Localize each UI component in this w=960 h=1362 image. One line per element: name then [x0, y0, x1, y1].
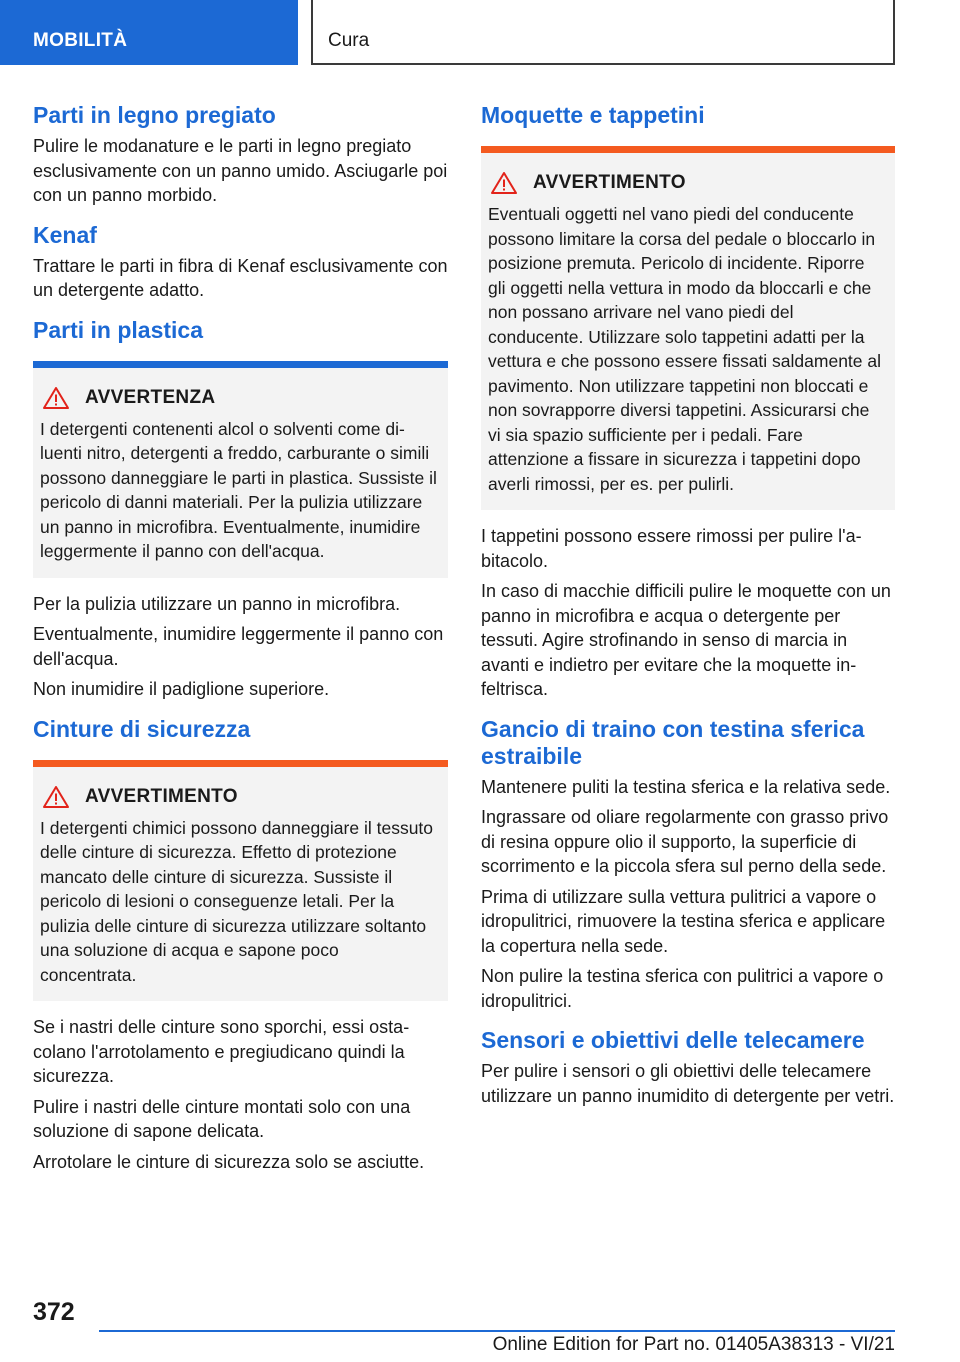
section-title-kenaf: Kenaf — [33, 221, 97, 248]
notice-text: I detergenti contenenti alcol o solventi come diluenti nitro, detergenti a freddo, carburante o simili possono danneggiare le parti in plastica. Sussiste il pericolo di danni materiali. Per la pulizia utilizzare un panno in microfibra. Eventualmente, inumidire leggermente il panno con dell'acqua. — [40, 418, 437, 561]
paragraph: Mantenere puliti la testina sferica e la relativa sede. — [481, 776, 891, 797]
warning-text: I detergenti chimici possono danneggiare il tessuto delle cinture di sicurezza. Effetto di protezione mancato delle cinture di sicurezza. Sussiste il pericolo di lesioni o conseguenze letali. Per la pulizia delle cinture di sicurezza utilizzare soltanto una soluzione di acqua e sapone poco concentrata. — [40, 817, 434, 985]
paragraph: Non pulire la testina sferica con pulitrici a vapore o idropulitrici. — [481, 966, 884, 1011]
warning-triangle-icon — [42, 785, 70, 809]
section-title-plastic: Parti in plastica — [33, 316, 204, 343]
notice-box-plastic — [33, 361, 448, 578]
paragraph: Pulire i nastri delle cinture montati solo con una soluzione di sapone delicata. — [33, 1096, 411, 1141]
section-title-sensors: Sensori e obiettivi delle telecamere — [481, 1027, 865, 1053]
section-title-towbar: Gancio di traino con testina sferica estraibile — [481, 715, 865, 769]
section-text-kenaf: Trattare le parti in fibra di Kenaf esclusivamente con un detergente adatto. — [33, 255, 448, 300]
right-column — [481, 102, 895, 1108]
warning-text: Eventuali oggetti nel vano piedi del conducente possono limitare la corsa del pedale o bloccarlo in posizione premuta. Pericolo di incidente. Riporre gli oggetti nella vettura in modo da bloccarli e che non possano arrivare nel vano piedi del conducente. Utilizzare solo tappetini adatti per la vettura e che possono essere fissati saldamente al pavimento. Non utilizzare tappetini non bloccati e non sovrapporre diversi tappetini. Assicurarsi che vi sia spazio sufficiente per i pedali. Fare attenzione a fissare in sicurezza i tappetini dopo averli rimossi, per es. per pulirli. — [488, 204, 881, 494]
warning-title: AVVERTIMENTO — [533, 172, 686, 193]
warning-title: AVVERTIMENTO — [85, 785, 238, 807]
warning-box-carpets — [481, 146, 895, 510]
left-column — [33, 102, 448, 1174]
warning-triangle-icon — [42, 386, 70, 410]
paragraph: In caso di macchie difficili pulire le moquette con un panno in microfibra e acqua o detergente per tessuti. Agire strofinando in senso di marcia in avanti e indietro per evitare che la moquette infeltrisca. — [481, 581, 891, 699]
warning-box-seatbelts — [33, 760, 448, 1002]
paragraph: Per la pulizia utilizzare un panno in microfibra. — [33, 593, 401, 614]
section-title-seatbelts: Cinture di sicurezza — [33, 715, 251, 742]
paragraph: Ingrassare od oliare regolarmente con grasso privo di resina oppure olio il supporto, la superficie di scorrimento e la piccola sfera sul perno della sede. — [481, 807, 889, 876]
header-section-tab: MOBILITÀ — [0, 0, 298, 65]
paragraph: Prima di utilizzare sulla vettura pulitrici a vapore o idropulitrici, rimuovere la testina sferica e applicare la copertura nella sede. — [481, 886, 886, 956]
footer-divider — [99, 1330, 895, 1332]
paragraph: Arrotolare le cinture di sicurezza solo se asciutte. — [33, 1151, 425, 1172]
header-chapter-tab: Cura — [311, 0, 895, 65]
page-number: 372 — [33, 1298, 75, 1326]
footer-edition: Online Edition for Part no. 01405A38313 - VI/21 — [492, 1334, 895, 1355]
notice-title: AVVERTENZA — [85, 386, 216, 408]
paragraph: Eventualmente, inumidire leggermente il panno con dell'acqua. — [33, 624, 444, 669]
paragraph: I tappetini possono essere rimossi per pulire l'abitacolo. — [481, 526, 862, 571]
section-title-carpets: Moquette e tappetini — [481, 102, 705, 128]
paragraph: Per pulire i sensori o gli obiettivi delle telecamere utilizzare un panno inumidito di detergente per vetri. — [481, 1061, 895, 1106]
section-title-wood: Parti in legno pregiato — [33, 102, 276, 128]
warning-triangle-icon — [490, 171, 518, 195]
paragraph: Non inumidire il padiglione superiore. — [33, 679, 330, 699]
paragraph: Se i nastri delle cinture sono sporchi, essi ostacolano l'arrotolamento e pregiudicano quindi la sicurezza. — [33, 1017, 410, 1086]
section-text-wood: Pulire le modanature e le parti in legno pregiato esclusivamente con un panno umido. Asciugarle poi con un panno morbido. — [33, 136, 448, 205]
